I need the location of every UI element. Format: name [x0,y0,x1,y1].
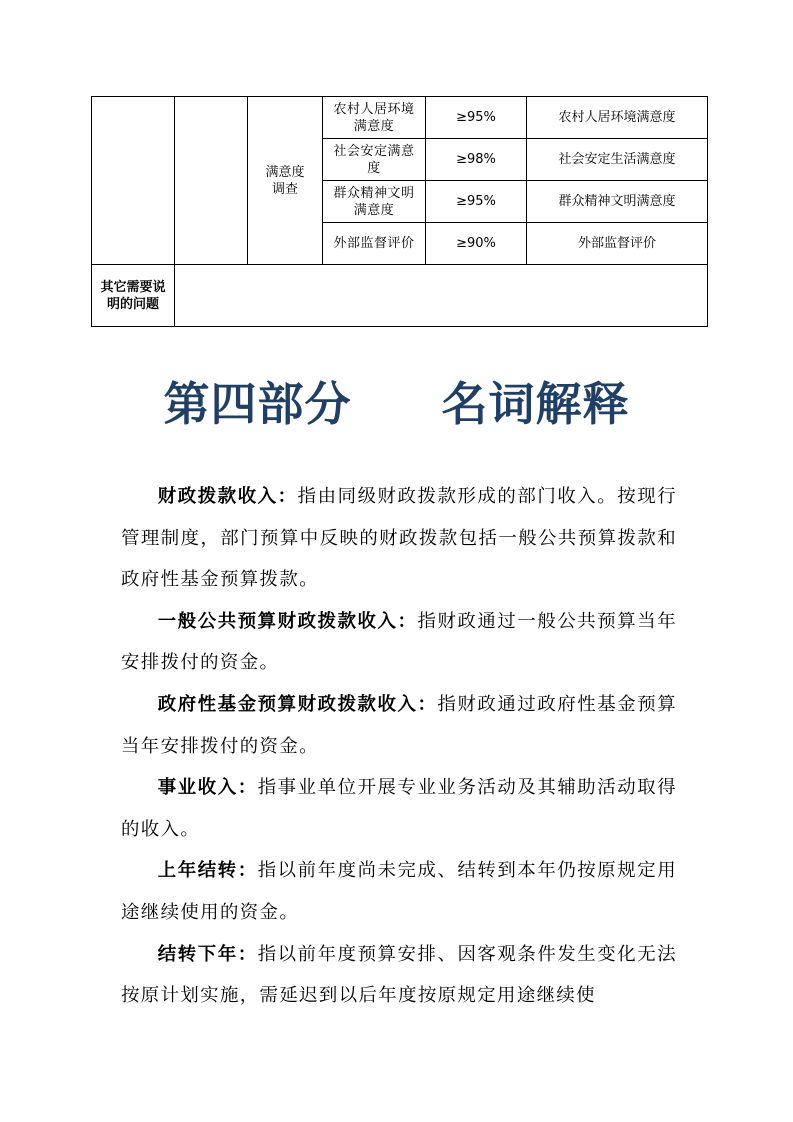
definition-term: 事业收入： [157,777,258,799]
definition-paragraph [121,601,677,684]
indicator-cell [323,223,426,265]
definition-text: 指由同级财政拨款形成的部门收入。按现行管理制度，部门预算中反映的财政拨款包括一般公共预算拨款和政府性基金预算拨款。 [121,486,677,591]
value-cell: ≥95% [426,97,527,139]
group-label-text: 满意度调查 [265,164,305,197]
definitions-body [121,476,677,1017]
definition-text: 指以前年度预算安排、因客观条件发生变化无法按原计划实施，需延迟到以后年度按原规定用途继续使 [121,943,677,1007]
definition-term: 财政拨款收入： [157,486,298,507]
indicator-cell [323,181,426,223]
other-notes-value [175,265,708,327]
heading-title: 名词解释 [441,377,630,431]
indicator-text: 群众精神文明满意度 [333,185,415,218]
performance-table [91,96,708,327]
group-label-satisfaction [248,97,323,265]
definition-paragraph [121,934,677,1017]
heading-part: 第四部分 [163,377,352,431]
definition-paragraph [121,850,677,933]
value-cell: ≥95% [426,181,527,223]
definition-term: 政府性基金预算财政拨款收入： [157,693,438,715]
other-notes-label-text: 其它需要说明的问题 [100,279,166,312]
indicator-text: 社会安定满意度 [333,143,415,176]
description-cell: 社会安定生活满意度 [527,139,708,181]
definition-term: 结转下年： [157,943,258,965]
other-notes-label [92,265,175,327]
definition-text: 指财政通过一般公共预算当年安排拨付的资金。 [121,610,678,674]
value-cell: ≥98% [426,139,527,181]
definition-paragraph [121,684,677,767]
indicator-cell [323,139,426,181]
definition-term: 一般公共预算财政拨款收入： [157,610,418,632]
indicator-text: 农村人居环境满意度 [333,101,415,134]
description-cell: 农村人居环境满意度 [527,97,708,139]
description-cell: 群众精神文明满意度 [527,181,708,223]
indicator-cell [323,97,426,139]
definition-text: 指以前年度尚未完成、结转到本年仍按原规定用途继续使用的资金。 [121,860,677,923]
definition-paragraph [121,767,677,850]
definition-paragraph [121,476,677,601]
definition-text: 指事业单位开展专业业务活动及其辅助活动取得的收入。 [121,777,677,840]
indicator-text: 外部监督评价 [333,236,415,251]
definition-term: 上年结转： [157,860,258,882]
description-cell: 外部监督评价 [527,223,708,265]
value-cell: ≥90% [426,223,527,265]
definition-text: 指财政通过政府性基金预算当年安排拨付的资金。 [121,693,677,757]
table-cell-empty [92,97,175,265]
table-cell-empty [175,97,248,265]
section-heading [0,368,793,434]
